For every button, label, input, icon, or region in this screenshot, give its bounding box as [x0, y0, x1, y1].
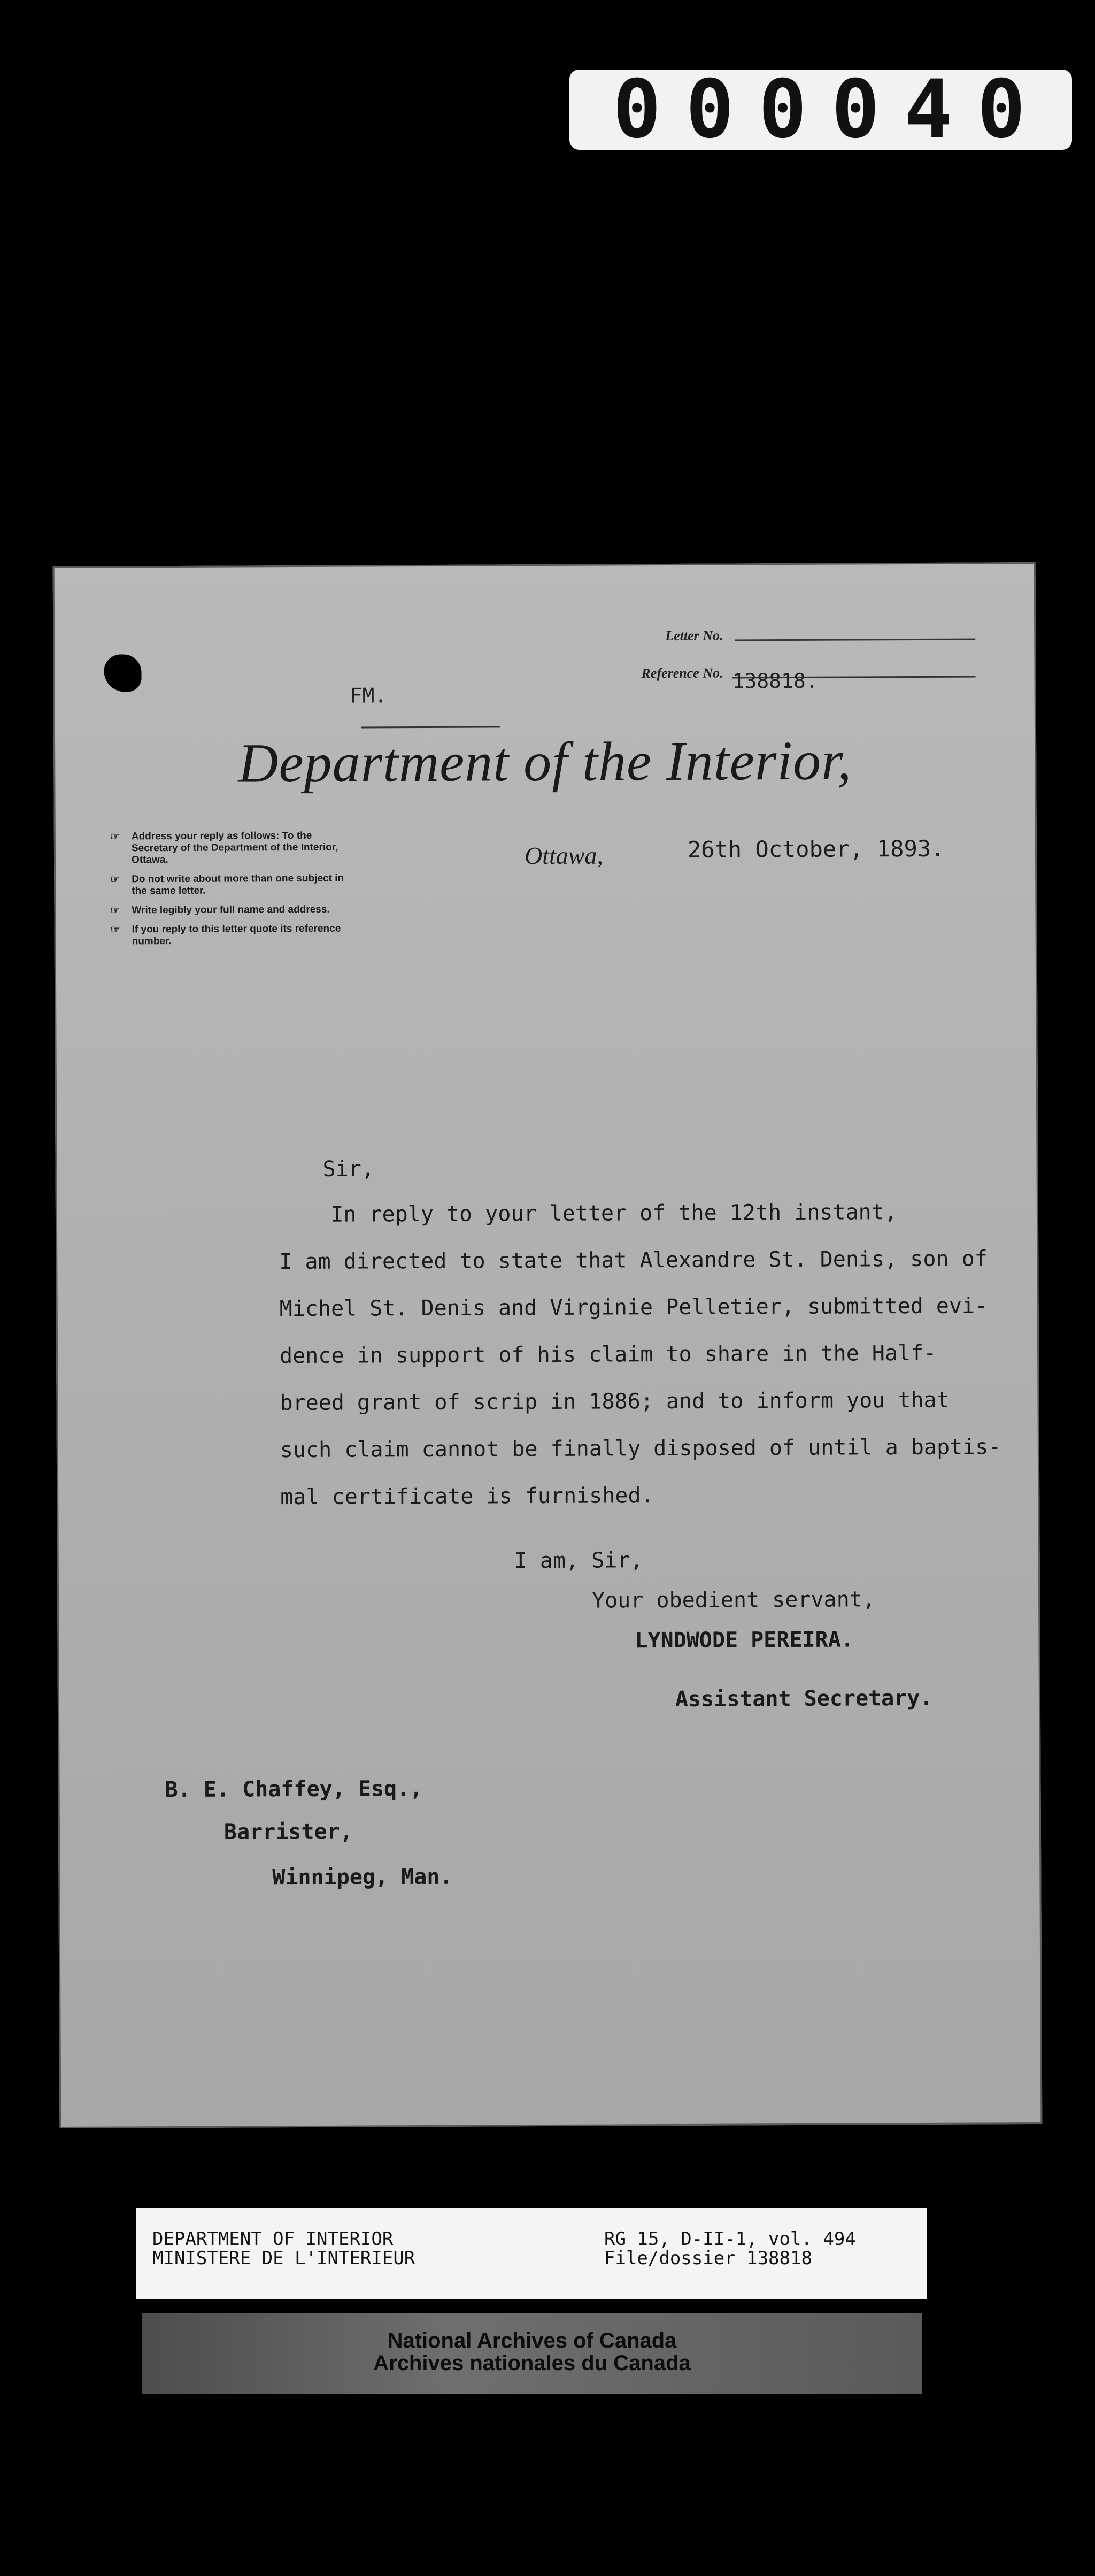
closing-line: I am, Sir, [514, 1548, 643, 1574]
body-line: Michel St. Denis and Virginie Pelletier, submitted evi- [279, 1293, 988, 1322]
frame-number: 000040 [569, 70, 1072, 150]
initials-rule [361, 726, 500, 728]
archives-name-en: National Archives of Canada [387, 2329, 677, 2352]
salutation: Sir, [322, 1156, 374, 1182]
body-line: mal certificate is furnished. [280, 1483, 654, 1510]
reply-instructions [110, 830, 346, 955]
body-line: In reply to your letter of the 12th instant, [279, 1200, 897, 1228]
body-line: breed grant of scrip in 1886; and to inform you that [280, 1387, 950, 1416]
punch-hole [104, 654, 141, 692]
archives-name-fr: Archives nationales du Canada [373, 2351, 691, 2375]
closing-greeting: Your obedient servant, [591, 1587, 875, 1613]
letter-body [279, 1188, 1001, 1521]
addressee-title: Barrister, [223, 1819, 353, 1845]
instruction-item: ☞ Address your reply as follows: To the Secretary of the Department of the Interior, Ottawa. [110, 830, 338, 866]
letter-date: 26th October, 1893. [687, 835, 945, 863]
pointing-hand-icon: ☞ [110, 831, 120, 843]
pointing-hand-icon: ☞ [110, 924, 120, 936]
letter-no-line [735, 638, 975, 641]
body-line: dence in support of his claim to share in the Half- [279, 1340, 937, 1369]
file-number: File/dossier 138818 [604, 2248, 812, 2269]
instruction-item: ☞ Write legibly your full name and address. [110, 903, 330, 917]
reference-number: 138818. [732, 669, 818, 693]
clerk-initials: FM. [350, 684, 387, 708]
dept-name-fr: MINISTERE DE L'INTERIEUR [152, 2248, 415, 2269]
reference-no-label: Reference No. [641, 665, 723, 681]
signer-title: Assistant Secretary. [675, 1685, 933, 1712]
letter-no-label: Letter No. [665, 627, 723, 644]
dept-name-en: DEPARTMENT OF INTERIOR [152, 2228, 394, 2250]
archive-reference-label [136, 2208, 927, 2299]
department-title: Department of the Interior, [238, 730, 852, 794]
addressee-location: Winnipeg, Man. [272, 1864, 453, 1890]
letter-page [53, 562, 1043, 2128]
body-line: such claim cannot be finally disposed of until a baptis- [280, 1435, 1001, 1463]
pointing-hand-icon: ☞ [110, 904, 120, 917]
instruction-item: ☞ Do not write about more than one subject in the same letter. [110, 872, 344, 897]
archives-stamp [142, 2313, 922, 2394]
signature: LYNDWODE PEREIRA. [635, 1627, 854, 1653]
record-group-ref: RG 15, D-II-1, vol. 494 [604, 2228, 856, 2250]
addressee-name: B. E. Chaffey, Esq., [165, 1776, 423, 1803]
body-line: I am directed to state that Alexandre St. Denis, son of [279, 1246, 988, 1275]
place-of-writing: Ottawa, [524, 841, 604, 870]
pointing-hand-icon: ☞ [110, 873, 120, 886]
instruction-item: ☞ If you reply to this letter quote its reference number. [110, 923, 341, 947]
